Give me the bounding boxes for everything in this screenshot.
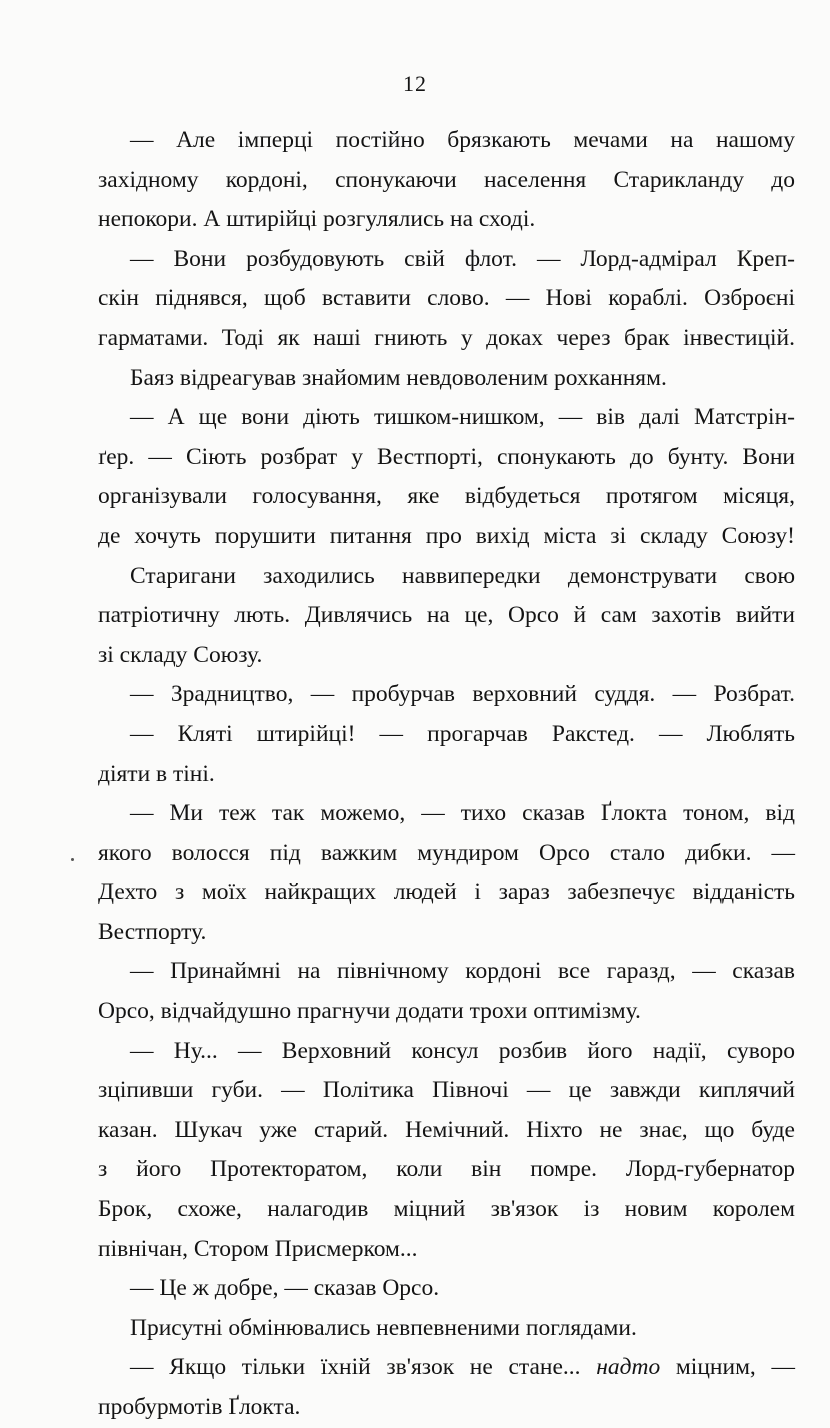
text-line: скін піднявся, щоб вставити слово. — Нові кораблі. Озброєні	[98, 285, 795, 312]
text-line: Вестпорту.	[98, 918, 207, 945]
text-line: якого волосся під важким мундиром Орсо стало дибки. —	[98, 839, 795, 866]
paragraph-8	[98, 794, 795, 952]
text-line: північан, Стором Присмерком...	[98, 1235, 418, 1262]
paragraph-3	[98, 359, 795, 399]
text-line: Присутні обмінювались невпевненими поглядами.	[130, 1314, 637, 1341]
paragraph-10	[98, 1032, 795, 1270]
text-line: — Ми теж так можемо, — тихо сказав Ґлокта тоном, від	[130, 800, 795, 827]
text-line: гарматами. Тоді як наші гниють у доках через брак інвестицій.	[98, 324, 795, 351]
text-line: казан. Шукач уже старий. Немічний. Ніхто не знає, що буде	[98, 1116, 795, 1143]
text-line: пробурмотів Ґлокта.	[98, 1394, 301, 1420]
text-line: Дехто з моїх найкращих людей і зараз забезпечує відданість	[98, 879, 795, 906]
text-line: зціпивши губи. — Політика Півночі — це завжди киплячий	[98, 1077, 795, 1104]
text-line: Орсо, відчайдушно прагнучи додати трохи оптимізму.	[98, 998, 641, 1025]
text-line: Брок, схоже, налагодив міцний зв'язок із новим королем	[98, 1196, 795, 1223]
text-line: Баяз відреагував знайомим невдоволеним рохканням.	[130, 364, 667, 391]
text-line: діяти в тіні.	[98, 760, 215, 787]
text-line: патріотичну лють. Дивлячись на це, Орсо й сам захотів вийти	[98, 602, 795, 629]
paragraph-5	[98, 557, 795, 676]
page-text	[98, 121, 795, 1428]
paragraph-1	[98, 121, 795, 240]
paragraph-9	[98, 952, 795, 1031]
text-line: західному кордоні, спонукаючи населення Старикланду до	[98, 166, 795, 193]
text-segment: — Якщо тільки їхній зв'язок не стане...	[130, 1354, 597, 1381]
print-speck	[71, 858, 74, 861]
text-line: Старигани заходились наввипередки демонструвати свою	[130, 562, 795, 589]
text-line: — Зрадництво, — пробурчав верховний суддя. — Розбрат.	[130, 681, 795, 708]
paragraph-11	[98, 1269, 795, 1309]
page-number: 12	[403, 71, 427, 96]
text-line: — Але імперці постійно брязкають мечами на нашому	[130, 127, 795, 153]
text-line: організували голосування, яке відбудеться протягом місяця,	[98, 483, 795, 510]
paragraph-2	[98, 240, 795, 359]
paragraph-6	[98, 675, 795, 715]
text-line: — Принаймні на північному кордоні все гаразд, — сказав	[130, 958, 795, 985]
text-segment: міцним, —	[660, 1354, 795, 1381]
text-line: — Ну... — Верховний консул розбив його надії, суворо	[130, 1037, 795, 1064]
paragraph-13	[98, 1348, 795, 1427]
paragraph-12	[98, 1309, 795, 1349]
text-line: зі складу Союзу.	[98, 641, 263, 668]
text-line: — А ще вони діють тишком-нишком, — вів далі Матстрін-	[130, 404, 795, 431]
text-line: де хочуть порушити питання про вихід міста зі складу Союзу!	[98, 522, 795, 549]
text-line: з його Протекторатом, коли він помре. Лорд-губернатор	[98, 1156, 795, 1183]
paragraph-7	[98, 715, 795, 794]
text-line: — Це ж добре, — сказав Орсо.	[130, 1275, 440, 1302]
text-line: — Вони розбудовують свій флот. — Лорд-адмірал Креп-	[130, 245, 795, 272]
text-line: ґер. — Сіють розбрат у Вестпорті, спонукають до бунту. Вони	[98, 443, 795, 470]
text-line: непокори. А штирійці розгулялись на сході.	[98, 206, 536, 233]
italic-word: надто	[596, 1354, 661, 1381]
text-line: — Кляті штирійці! — прогарчав Ракстед. — Люблять	[130, 720, 795, 747]
paragraph-4	[98, 398, 795, 556]
text-line	[98, 1348, 795, 1388]
